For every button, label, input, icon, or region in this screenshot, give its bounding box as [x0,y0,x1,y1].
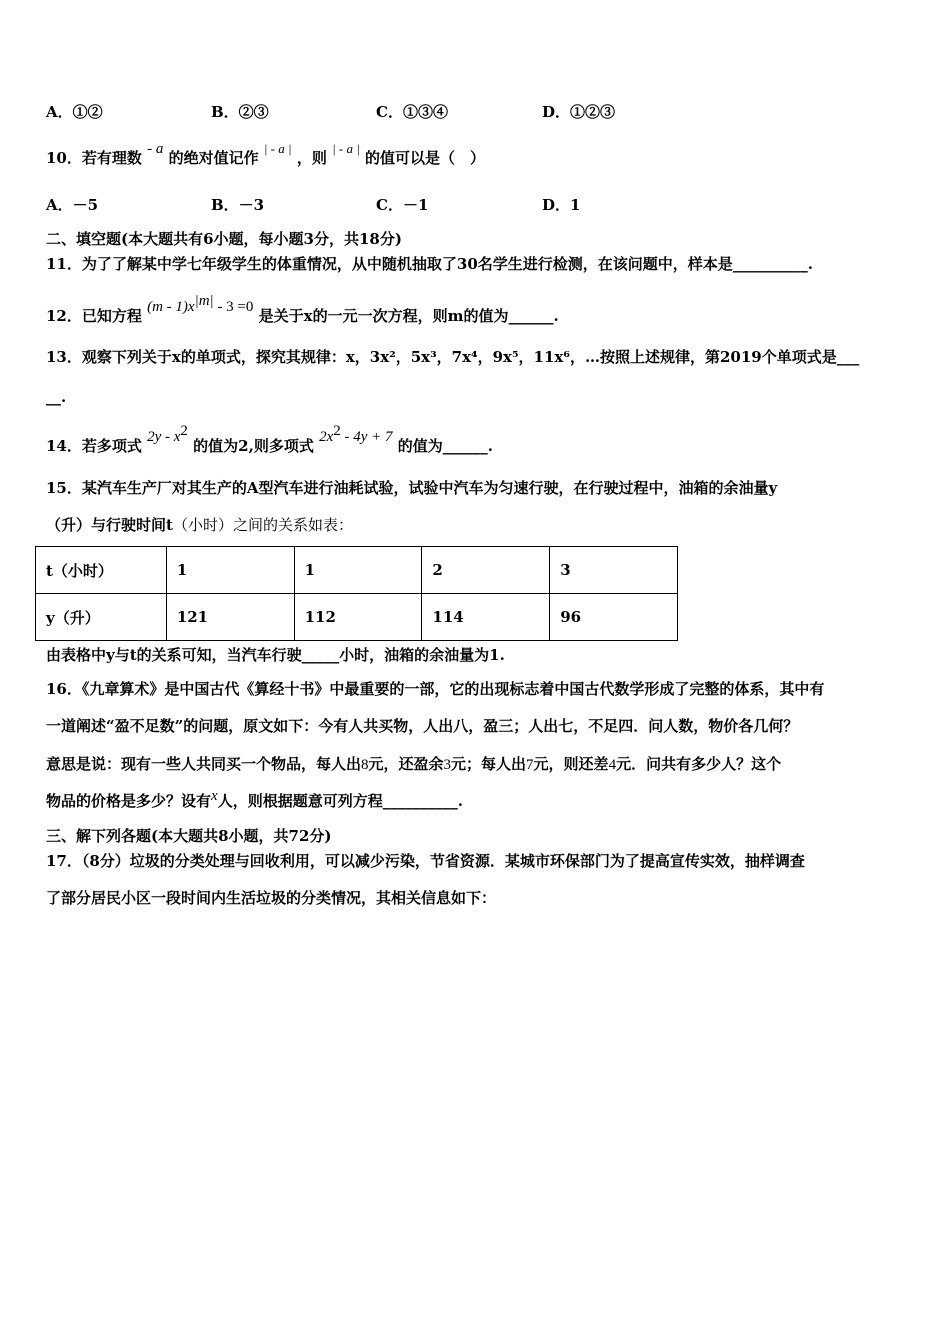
section-2-heading: 二、填空题(本大题共有6小题，每小题3分，共18分) [46,230,402,248]
q15-line2-light: （小时）之间的关系如表： [172,516,353,534]
q16-text-g: 人，则根据题意可列方程__________. [217,792,463,810]
q12-math-tail: - 3 =0 [213,299,254,315]
q10-text-1: 10．若有理数 [46,149,142,167]
q14-poly-2 [319,423,398,445]
q10-option-c: C．－1 [376,196,429,214]
question-16-line-2: 一道阐述“盈不足数”的问题，原文如下：今有人共买物，人出八，盈三；人出七，不足四．问人数，物价各几何？ [46,717,799,735]
q14-math-1-exp: 2 [180,423,188,439]
question-15-line-2 [46,515,353,535]
question-14 [46,423,493,457]
question-10 [46,141,486,169]
question-15-after: 由表格中y与t的关系可知，当汽车行驶_____小时，油箱的余油量为1. [46,646,505,664]
q10-text-2: 的绝对值记作 [168,149,259,167]
section-3-heading: 三、解下列各题(本大题共8小题，共72分) [46,827,332,845]
table-cell: 3 [550,547,678,594]
question-11: 11．为了了解某中学七年级学生的体重情况，从中随机抽取了30名学生进行检测，在该问题中，样本是__________. [46,255,813,273]
q9-option-b: B．②③ [211,103,269,121]
q14-text-1: 14．若多项式 [46,437,142,455]
q12-text-1: 12．已知方程 [46,307,142,325]
table-cell: 112 [294,594,422,641]
q16-num-3: 3 [443,757,452,773]
q9-option-c: C．①③④ [376,103,448,121]
table-cell: 2 [422,547,550,594]
q16-num-8: 8 [361,757,369,773]
q10-math-abs-1: | - a | [263,141,292,156]
question-13-cont: __. [46,388,67,406]
question-16-line-4 [46,788,463,812]
q14-math-2-tail: - 4y + 7 [340,429,393,445]
q14-math-1: 2y - x [147,429,181,445]
table-cell: y（升） [36,594,167,641]
q14-math-2-lead: 2x [319,429,334,445]
q10-option-b: B．－3 [211,196,265,214]
q10-text-4: 的值可以是（ ） [365,149,486,167]
q16-text-d: 元，则还差 [533,755,609,773]
q15-line2-bold: （升）与行驶时间t [46,516,173,534]
q12-equation [147,293,259,315]
table-cell: t（小时） [36,547,167,594]
q14-math-2-exp: 2 [333,423,341,439]
q10-option-d: D．1 [542,196,581,214]
q12-text-2: 是关于x的一元一次方程，则m的值为______. [258,307,559,325]
q10-math-neg-a: - a [147,141,164,157]
q16-text-e: 元．问共有多少人？这个 [616,755,782,773]
question-16-line-1: 16．《九章算术》是中国古代《算经十书》中最重要的一部，它的出现标志着中国古代数学形成了完整的体系，其中有 [46,680,825,698]
question-17-line-2: 了部分居民小区一段时间内生活垃圾的分类情况，其相关信息如下： [46,889,497,907]
q9-option-a: A．①② [46,103,103,121]
q9-option-d: D．①②③ [542,103,616,121]
q10-option-a: A．－5 [46,196,99,214]
table-cell: 96 [550,594,678,641]
table-cell: 114 [422,594,550,641]
q16-text-c: 元；每人出 [451,755,527,773]
q16-text-a: 意思是说：现有一些人共同买一个物品，每人出 [46,755,362,773]
q14-text-2: 的值为2,则多项式 [193,437,314,455]
q10-math-abs-2: | - a | [332,141,360,156]
question-13: 13．观察下列关于x的单项式，探究其规律：x，3x²，5x³，7x⁴，9x⁵，11x⁶，…按照上述规律，第2019个单项式是___ [46,348,860,366]
q16-num-7: 7 [526,757,534,773]
q12-math-exp: |m| [194,293,214,309]
question-16-line-3 [46,754,781,775]
table-row [36,594,678,641]
q16-text-b: 元，还盈余 [368,755,444,773]
q16-text-f: 物品的价格是多少？设有 [46,792,212,810]
question-17-line-1: 17．（8分）垃圾的分类处理与回收利用，可以减少污染，节省资源．某城市环保部门为了提高宣传实效，抽样调查 [46,852,805,870]
fuel-table [35,546,678,641]
table-cell: 1 [166,547,294,594]
q10-text-3: ，则 [296,149,327,167]
q14-text-3: 的值为______. [397,437,493,455]
q14-poly-1 [147,423,193,445]
table-cell: 1 [294,547,422,594]
question-15-line-1: 15．某汽车生产厂对其生产的A型汽车进行油耗试验，试验中汽车为匀速行驶，在行驶过程中，油箱的余油量y [46,479,778,497]
table-row [36,547,678,594]
q16-var-x: x [211,788,218,804]
q12-math-lead: (m - 1)x [147,299,195,315]
question-12 [46,293,559,327]
table-cell: 121 [166,594,294,641]
q16-num-4: 4 [608,757,617,773]
